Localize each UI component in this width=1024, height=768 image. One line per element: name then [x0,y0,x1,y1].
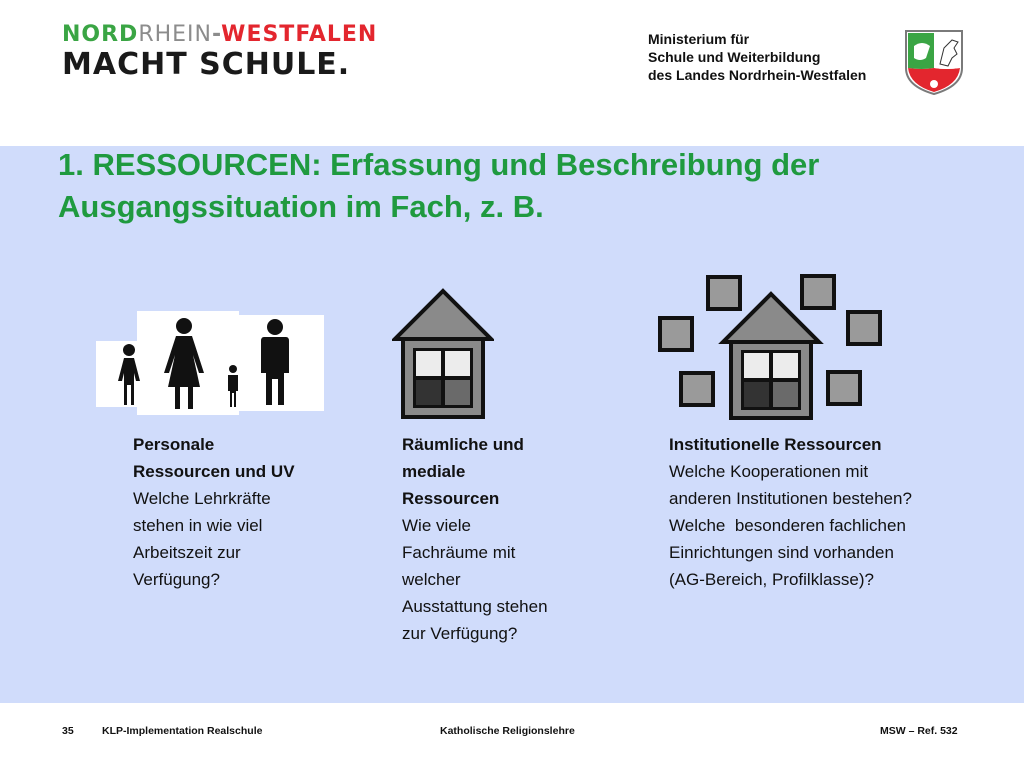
column-body-line: Arbeitszeit zur [133,543,241,562]
column-heading-line: Institutionelle Ressourcen [669,435,882,454]
column-body-line: welcher [402,570,461,589]
title-line: 1. RESSOURCEN: Erfassung und Beschreibung der [58,147,820,182]
logo-dash: - [212,22,222,47]
logo-line-1 [62,24,377,46]
house-network-icon [656,272,888,422]
logo-westfalen: WESTFALEN [221,22,378,47]
ministry-line: des Landes Nordrhein-Westfalen [648,67,867,83]
house-icon [392,288,494,420]
logo-line-2: MACHT SCHULE. [62,47,351,82]
footer-center-text: Katholische Religionslehre [440,725,575,737]
resource-column-spatial [402,431,602,647]
resource-column-personal [133,431,333,593]
resource-column-institutional [669,431,999,593]
footer-right-text: MSW – Ref. 532 [880,725,958,737]
nrw-crest-icon [902,28,966,96]
slide-title [58,144,958,228]
column-body-line: Fachräume mit [402,543,516,562]
ministry-line: Schule und Weiterbildung [648,49,821,65]
title-line: Ausgangssituation im Fach, z. B. [58,189,544,224]
ministry-name [648,30,866,84]
footer-left-text: KLP-Implementation Realschule [102,725,263,737]
column-heading-line: Ressourcen [402,489,500,508]
column-body-line: (AG-Bereich, Profilklasse)? [669,570,875,589]
column-body-line: anderen Institutionen bestehen? [669,489,912,508]
column-body-line: stehen in wie viel [133,516,263,535]
column-body-line: Verfügung? [133,570,220,589]
slide-footer [0,703,1024,768]
slide-header [0,0,1024,146]
column-body-line: Einrichtungen sind vorhanden [669,543,894,562]
people-figures [96,311,324,415]
column-body-line: Ausstattung stehen [402,597,548,616]
column-body-line: Welche Kooperationen mit [669,462,869,481]
logo-rhein: RHEIN [138,22,213,47]
column-body-line: zur Verfügung? [402,624,518,643]
column-body-line: Welche Lehrkräfte [133,489,271,508]
ministry-line: Ministerium für [648,31,750,47]
people-icon [96,311,324,415]
column-heading-line: Ressourcen und UV [133,462,295,481]
page-number: 35 [62,725,74,737]
nrw-macht-schule-logo [62,24,377,80]
column-heading-line: mediale [402,462,466,481]
column-body-line: Welche besonderen fachlichen [669,516,906,535]
column-body-line: Wie viele [402,516,471,535]
logo-nord: NORD [62,22,139,47]
column-heading-line: Personale [133,435,215,454]
column-heading-line: Räumliche und [402,435,524,454]
